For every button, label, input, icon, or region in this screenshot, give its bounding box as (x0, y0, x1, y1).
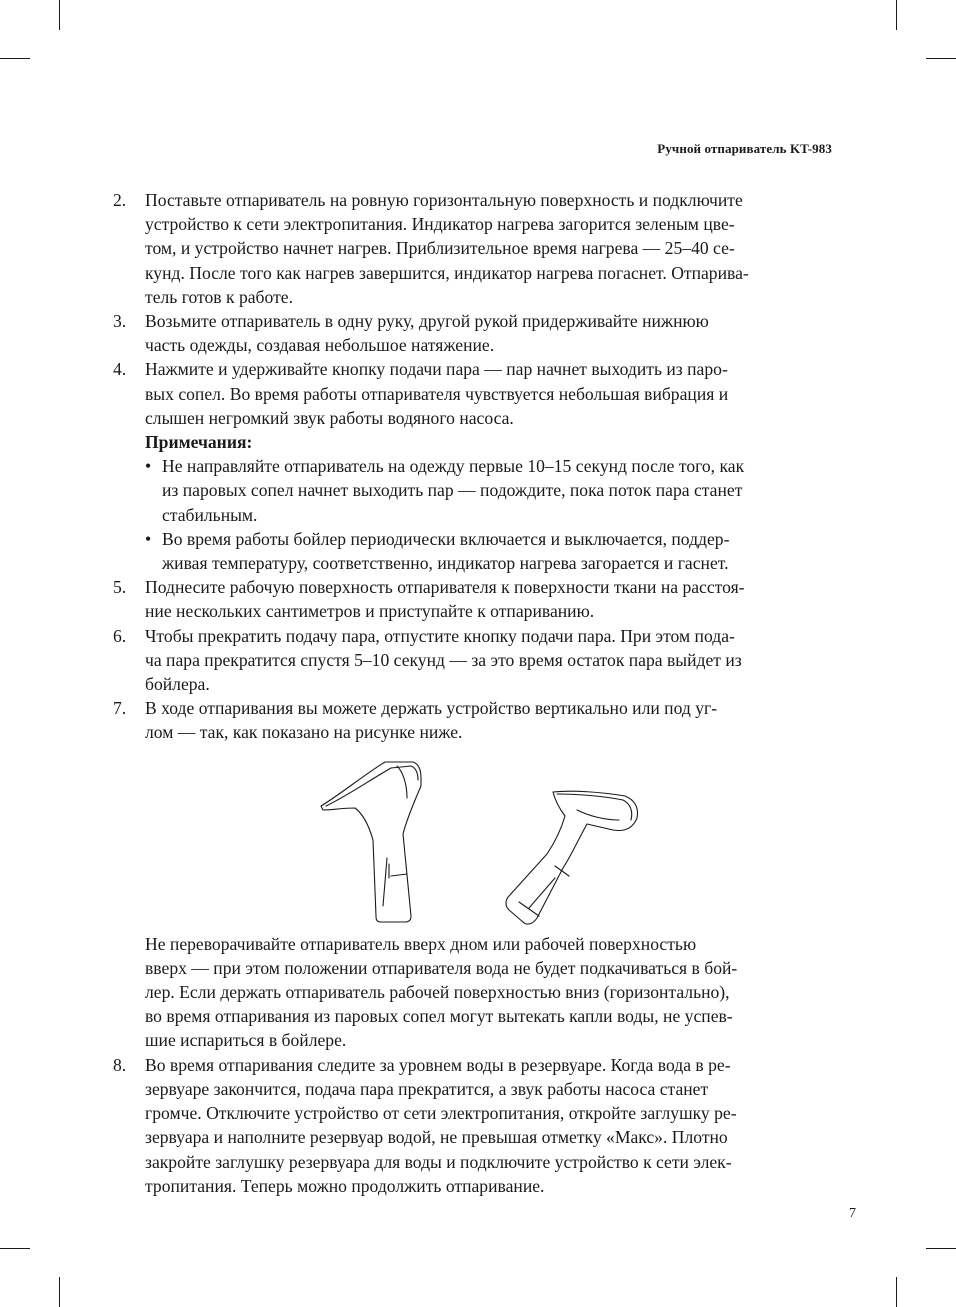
note-line: стабильным. (162, 504, 258, 525)
step-number: 6. (113, 625, 127, 646)
step-number: 2. (113, 190, 127, 210)
step-line: Поставьте отпариватель на ровную горизонтальную поверхность и подключите (145, 190, 743, 210)
step-7 (113, 696, 835, 1052)
crop-mark-top-right-horizontal (926, 58, 956, 59)
note-bullet (145, 527, 835, 575)
steamer-angled-icon (506, 791, 638, 924)
note-line: Во время работы бойлер периодически включается и выключается, поддер- (162, 528, 730, 549)
step-line: В ходе отпаривания вы можете держать устройство вертикально или под уг- (145, 698, 718, 719)
notes-title: Примечания: (145, 432, 253, 453)
step-4 (113, 357, 835, 575)
step-line: ние нескольких сантиметров и приступайте к отпариванию. (145, 601, 595, 622)
step-line: устройство к сети электропитания. Индикатор нагрева загорится зеленым цве- (145, 214, 735, 235)
page-number: 7 (849, 1206, 856, 1221)
step-number: 8. (113, 1054, 127, 1075)
warning-line: лер. Если держать отпариватель рабочей поверхностью вниз (горизонтально), (145, 982, 730, 1003)
bullet-symbol: • (145, 528, 152, 549)
step-line: вых сопел. Во время работы отпаривателя чувствуется небольшая вибрация и (145, 383, 729, 404)
crop-mark-bottom-right-horizontal (926, 1248, 956, 1249)
step-line: Поднесите рабочую поверхность отпаривателя к поверхности ткани на расстоя- (145, 577, 745, 598)
crop-mark-bottom-right-vertical (896, 1277, 897, 1307)
step-line: тель готов к работе. (145, 286, 293, 307)
step-3 (113, 309, 835, 357)
step-6 (113, 624, 835, 697)
step-line: Во время отпаривания следите за уровнем воды в резервуаре. Когда вода в ре- (145, 1054, 731, 1075)
note-bullet (145, 454, 835, 527)
crop-mark-top-right-vertical (896, 0, 897, 30)
step-number: 7. (113, 698, 127, 719)
instructions (113, 188, 835, 1198)
step-line: громче. Отключите устройство от сети электропитания, откройте заглушку ре- (145, 1103, 737, 1124)
steamer-vertical-icon (321, 762, 421, 922)
step-line: часть одежды, создавая небольшое натяжение. (145, 335, 495, 356)
crop-mark-bottom-left-horizontal (0, 1248, 30, 1249)
step-line: Чтобы прекратить подачу пара, отпустите кнопку подачи пара. При этом пода- (145, 625, 735, 646)
step-line: ча пара прекратится спустя 5–10 секунд — за это время остаток пара выйдет из (145, 649, 742, 670)
step-line: тропитания. Теперь можно продолжить отпаривание. (145, 1175, 545, 1196)
step-number: 4. (113, 359, 127, 380)
step-line: Возьмите отпариватель в одну руку, другой рукой придерживайте нижнюю (145, 311, 709, 332)
warning-line: шие испариться в бойлере. (145, 1030, 347, 1051)
step-line: кунд. После того как нагрев завершится, индикатор нагрева погаснет. Отпарива- (145, 262, 749, 283)
note-line: живая температуру, соответственно, индикатор нагрева загорается и гаснет. (162, 553, 729, 574)
bullet-symbol: • (145, 456, 152, 477)
crop-mark-bottom-left-vertical (59, 1277, 60, 1307)
warning-line: вверх — при этом положении отпаривателя вода не будет подкачиваться в бой- (145, 957, 738, 978)
note-line: из паровых сопел начнет выходить пар — подождите, пока поток пара станет (162, 480, 743, 501)
step-line: зервуаре закончится, подача пара прекратится, а звук работы насоса станет (145, 1078, 709, 1099)
note-line: Не направляйте отпариватель на одежду первые 10–15 секунд после того, как (162, 456, 745, 477)
crop-mark-top-left-vertical (59, 0, 60, 30)
warning-line: Не переворачивайте отпариватель вверх дном или рабочей поверхностью (145, 933, 697, 954)
step-line: зервуара и наполните резервуар водой, не превышая отметку «Макс». Плотно (145, 1127, 728, 1148)
step-line: закройте заглушку резервуара для воды и подключите устройство к сети элек- (145, 1151, 732, 1172)
step-8 (113, 1053, 835, 1198)
step-2 (113, 188, 835, 309)
step-line: Нажмите и удерживайте кнопку подачи пара — пар начнет выходить из паро- (145, 359, 728, 380)
warning-line: во время отпаривания из паровых сопел могут вытекать капли воды, не успев- (145, 1006, 733, 1027)
step-number: 3. (113, 311, 127, 332)
step-line: бойлера. (145, 674, 210, 695)
step-line: лом — так, как показано на рисунке ниже. (145, 722, 463, 743)
steamer-positions-figure (145, 756, 835, 932)
step-line: том, и устройство начнет нагрев. Приблизительное время нагрева — 25–40 се- (145, 238, 735, 259)
step-line: слышен негромкий звук работы водяного насоса. (145, 407, 514, 428)
crop-mark-top-left-horizontal (0, 58, 30, 59)
step-5 (113, 575, 835, 623)
running-header: Ручной отпариватель KT-983 (657, 141, 832, 156)
step-number: 5. (113, 577, 127, 598)
